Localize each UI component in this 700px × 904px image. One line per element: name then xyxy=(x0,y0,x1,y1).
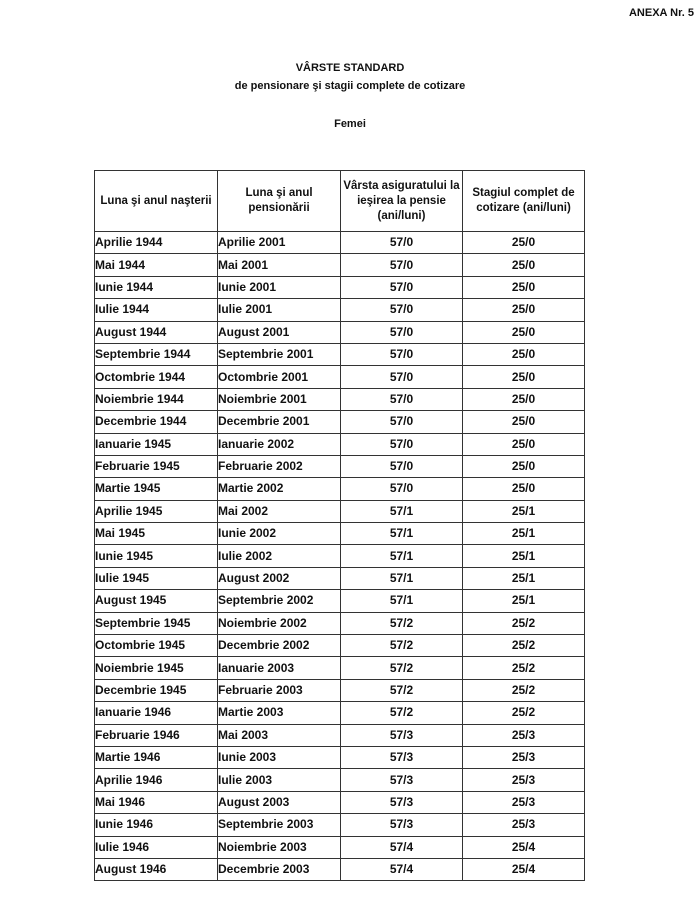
cell-birth: Iulie 1944 xyxy=(95,299,218,321)
cell-birth: Noiembrie 1944 xyxy=(95,388,218,410)
cell-retirement: Iunie 2001 xyxy=(218,276,341,298)
table-row xyxy=(95,299,585,321)
cell-retirement: Noiembrie 2003 xyxy=(218,836,341,858)
cell-retirement: Mai 2002 xyxy=(218,500,341,522)
cell-contribution: 25/0 xyxy=(463,411,585,433)
cell-birth: Februarie 1946 xyxy=(95,724,218,746)
annex-label: ANEXA Nr. 5 xyxy=(628,7,694,19)
cell-contribution: 25/1 xyxy=(463,545,585,567)
cell-contribution: 25/0 xyxy=(463,254,585,276)
cell-birth: Ianuarie 1945 xyxy=(95,433,218,455)
section-title: Femei xyxy=(334,118,366,130)
table-row xyxy=(95,388,585,410)
cell-retirement: Iulie 2001 xyxy=(218,299,341,321)
cell-retirement: Decembrie 2002 xyxy=(218,635,341,657)
header-age: Vârsta asiguratului la ieşirea la pensie (ani/luni) xyxy=(341,171,463,232)
cell-age: 57/0 xyxy=(341,254,463,276)
cell-age: 57/0 xyxy=(341,276,463,298)
cell-contribution: 25/0 xyxy=(463,433,585,455)
cell-birth: Mai 1944 xyxy=(95,254,218,276)
cell-retirement: Noiembrie 2001 xyxy=(218,388,341,410)
cell-age: 57/2 xyxy=(341,612,463,634)
cell-birth: Aprilie 1945 xyxy=(95,500,218,522)
cell-contribution: 25/2 xyxy=(463,635,585,657)
table-row xyxy=(95,746,585,768)
cell-contribution: 25/3 xyxy=(463,769,585,791)
cell-birth: Decembrie 1944 xyxy=(95,411,218,433)
cell-contribution: 25/2 xyxy=(463,702,585,724)
table-row xyxy=(95,232,585,254)
cell-birth: Decembrie 1945 xyxy=(95,679,218,701)
cell-birth: Ianuarie 1946 xyxy=(95,702,218,724)
cell-birth: Iulie 1945 xyxy=(95,567,218,589)
cell-retirement: Aprilie 2001 xyxy=(218,232,341,254)
table-row xyxy=(95,545,585,567)
cell-age: 57/0 xyxy=(341,321,463,343)
cell-age: 57/0 xyxy=(341,366,463,388)
cell-contribution: 25/3 xyxy=(463,746,585,768)
table-row xyxy=(95,254,585,276)
table-row xyxy=(95,769,585,791)
cell-age: 57/1 xyxy=(341,545,463,567)
cell-retirement: Octombrie 2001 xyxy=(218,366,341,388)
cell-retirement: Septembrie 2001 xyxy=(218,343,341,365)
cell-age: 57/1 xyxy=(341,590,463,612)
table-row xyxy=(95,276,585,298)
cell-retirement: August 2001 xyxy=(218,321,341,343)
table-row xyxy=(95,500,585,522)
table-row xyxy=(95,657,585,679)
cell-birth: Martie 1946 xyxy=(95,746,218,768)
cell-birth: Noiembrie 1945 xyxy=(95,657,218,679)
header-retirement: Luna şi anul pensionării xyxy=(218,171,341,232)
cell-age: 57/1 xyxy=(341,567,463,589)
cell-contribution: 25/0 xyxy=(463,343,585,365)
cell-age: 57/0 xyxy=(341,343,463,365)
cell-retirement: Martie 2003 xyxy=(218,702,341,724)
cell-contribution: 25/1 xyxy=(463,567,585,589)
cell-contribution: 25/2 xyxy=(463,679,585,701)
table-row xyxy=(95,724,585,746)
cell-contribution: 25/1 xyxy=(463,590,585,612)
cell-birth: Septembrie 1944 xyxy=(95,343,218,365)
cell-birth: August 1945 xyxy=(95,590,218,612)
cell-age: 57/0 xyxy=(341,455,463,477)
table-row xyxy=(95,567,585,589)
cell-contribution: 25/0 xyxy=(463,366,585,388)
table-row xyxy=(95,702,585,724)
table-row xyxy=(95,455,585,477)
cell-retirement: Martie 2002 xyxy=(218,478,341,500)
retirement-table xyxy=(94,170,585,881)
cell-contribution: 25/2 xyxy=(463,657,585,679)
cell-retirement: Mai 2001 xyxy=(218,254,341,276)
cell-age: 57/3 xyxy=(341,746,463,768)
cell-retirement: Iulie 2002 xyxy=(218,545,341,567)
cell-retirement: Iulie 2003 xyxy=(218,769,341,791)
cell-age: 57/0 xyxy=(341,411,463,433)
table-row xyxy=(95,366,585,388)
cell-age: 57/0 xyxy=(341,433,463,455)
cell-birth: Mai 1946 xyxy=(95,791,218,813)
document-subtitle: de pensionare şi stagii complete de cotizare xyxy=(234,80,466,92)
cell-birth: Martie 1945 xyxy=(95,478,218,500)
cell-birth: Februarie 1945 xyxy=(95,455,218,477)
cell-contribution: 25/0 xyxy=(463,299,585,321)
cell-retirement: Noiembrie 2002 xyxy=(218,612,341,634)
cell-age: 57/0 xyxy=(341,299,463,321)
cell-contribution: 25/1 xyxy=(463,523,585,545)
cell-birth: Octombrie 1944 xyxy=(95,366,218,388)
cell-retirement: August 2002 xyxy=(218,567,341,589)
table-row xyxy=(95,791,585,813)
cell-birth: Septembrie 1945 xyxy=(95,612,218,634)
cell-age: 57/3 xyxy=(341,724,463,746)
cell-contribution: 25/0 xyxy=(463,232,585,254)
cell-birth: August 1946 xyxy=(95,858,218,880)
table-header-row xyxy=(95,171,585,232)
cell-retirement: Septembrie 2002 xyxy=(218,590,341,612)
cell-age: 57/2 xyxy=(341,679,463,701)
header-birth: Luna şi anul naşterii xyxy=(95,171,218,232)
cell-retirement: Iunie 2002 xyxy=(218,523,341,545)
cell-contribution: 25/2 xyxy=(463,612,585,634)
cell-birth: August 1944 xyxy=(95,321,218,343)
cell-age: 57/1 xyxy=(341,523,463,545)
document-title: VÂRSTE STANDARD xyxy=(295,62,405,74)
cell-age: 57/2 xyxy=(341,657,463,679)
cell-birth: Mai 1945 xyxy=(95,523,218,545)
cell-contribution: 25/3 xyxy=(463,724,585,746)
table-row xyxy=(95,635,585,657)
cell-retirement: Februarie 2002 xyxy=(218,455,341,477)
table-row xyxy=(95,478,585,500)
table-row xyxy=(95,343,585,365)
table-row xyxy=(95,858,585,880)
cell-age: 57/3 xyxy=(341,769,463,791)
cell-retirement: Mai 2003 xyxy=(218,724,341,746)
table-row xyxy=(95,433,585,455)
table-row xyxy=(95,411,585,433)
cell-contribution: 25/1 xyxy=(463,500,585,522)
cell-age: 57/0 xyxy=(341,388,463,410)
cell-birth: Aprilie 1946 xyxy=(95,769,218,791)
cell-age: 57/3 xyxy=(341,791,463,813)
cell-retirement: Ianuarie 2003 xyxy=(218,657,341,679)
cell-age: 57/0 xyxy=(341,478,463,500)
header-contribution: Stagiul complet de cotizare (ani/luni) xyxy=(463,171,585,232)
table-row xyxy=(95,679,585,701)
cell-age: 57/1 xyxy=(341,500,463,522)
cell-age: 57/0 xyxy=(341,232,463,254)
cell-contribution: 25/4 xyxy=(463,836,585,858)
table-body xyxy=(95,232,585,881)
table-row xyxy=(95,590,585,612)
cell-birth: Iunie 1945 xyxy=(95,545,218,567)
cell-contribution: 25/3 xyxy=(463,814,585,836)
table-row xyxy=(95,321,585,343)
cell-retirement: Septembrie 2003 xyxy=(218,814,341,836)
cell-age: 57/3 xyxy=(341,814,463,836)
table-row xyxy=(95,814,585,836)
cell-retirement: Februarie 2003 xyxy=(218,679,341,701)
cell-contribution: 25/0 xyxy=(463,478,585,500)
cell-contribution: 25/4 xyxy=(463,858,585,880)
cell-contribution: 25/3 xyxy=(463,791,585,813)
cell-retirement: August 2003 xyxy=(218,791,341,813)
cell-birth: Aprilie 1944 xyxy=(95,232,218,254)
cell-birth: Iunie 1944 xyxy=(95,276,218,298)
cell-age: 57/2 xyxy=(341,702,463,724)
table-row xyxy=(95,836,585,858)
cell-age: 57/4 xyxy=(341,836,463,858)
cell-birth: Iulie 1946 xyxy=(95,836,218,858)
cell-birth: Octombrie 1945 xyxy=(95,635,218,657)
table-row xyxy=(95,523,585,545)
cell-retirement: Decembrie 2001 xyxy=(218,411,341,433)
cell-retirement: Iunie 2003 xyxy=(218,746,341,768)
cell-contribution: 25/0 xyxy=(463,321,585,343)
cell-birth: Iunie 1946 xyxy=(95,814,218,836)
cell-retirement: Ianuarie 2002 xyxy=(218,433,341,455)
cell-retirement: Decembrie 2003 xyxy=(218,858,341,880)
cell-contribution: 25/0 xyxy=(463,276,585,298)
cell-contribution: 25/0 xyxy=(463,388,585,410)
cell-age: 57/2 xyxy=(341,635,463,657)
cell-age: 57/4 xyxy=(341,858,463,880)
table-row xyxy=(95,612,585,634)
cell-contribution: 25/0 xyxy=(463,455,585,477)
